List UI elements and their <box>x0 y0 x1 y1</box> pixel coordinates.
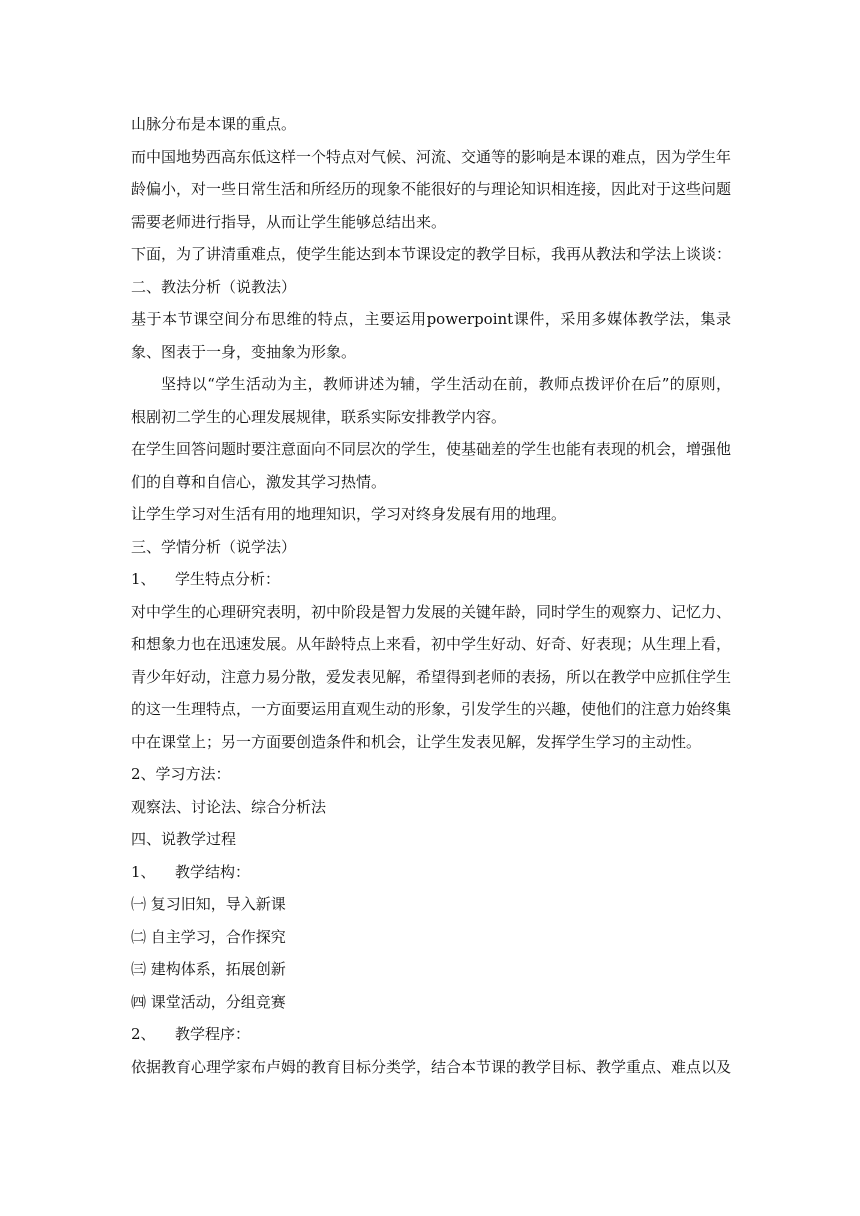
structure-item-review: ㈠ 复习旧知，导入新课 <box>131 895 286 913</box>
paragraph-difficulty: 而中国地势西高东低这样一个特点对气候、河流、交通等的影响是本课的难点，因为学生年龄偏小，对一些日常生活和所经历的现象不能很好的与理论知识相连接，因此对于这些问题需要老师进行指导，从而让学生能够总结出来。 <box>131 147 732 231</box>
structure-item-construct: ㈢ 建构体系，拓展创新 <box>131 960 286 978</box>
list-item-student-features <box>131 563 731 596</box>
list-number: 2、 <box>131 1025 156 1043</box>
paragraph-method-list: 观察法、讨论法、综合分析法 <box>131 797 327 816</box>
list-item-text: 教学结构： <box>175 862 251 881</box>
list-item-teaching-structure <box>131 856 731 889</box>
document-body <box>131 108 731 1083</box>
paragraph-psychology: 对中学生的心理研究表明，初中阶段是智力发展的关键年龄，同时学生的观察力、记忆力、和想象力也在迅速发展。从年龄特点上来看，初中学生好动、好奇、好表现；从生理上看，青少年好动，注意力易分散，爱发表见解，希望得到老师的表扬，所以在教学中应抓住学生的这一生理特点，一方面要运用直观生动的形象，引发学生的兴趣，使他们的注意力始终集中在课堂上；另一方面要创造条件和机会，让学生发表见解，发挥学生学习的主动性。 <box>131 602 732 751</box>
paragraph-method-basis: 基于本节课空间分布思维的特点，主要运用powerpoint课件，采用多媒体教学法，集录象、图表于一身，变抽象为形象。 <box>131 310 731 361</box>
section-heading-teaching-method: 二、教法分析（说教法） <box>131 277 297 296</box>
list-item-teaching-procedure <box>131 1018 731 1051</box>
structure-item-activity: ㈣ 课堂活动，分组竞赛 <box>131 992 286 1011</box>
list-number: 1、 <box>131 570 156 588</box>
list-item-text: 学生特点分析： <box>175 570 281 588</box>
paragraph-principle: 坚持以“学生活动为主，教师讲述为辅，学生活动在前，教师点拨评价在后”的原则，根剧初二学生的心理发展规律，联系实际安排教学内容。 <box>131 375 731 426</box>
section-heading-teaching-process: 四、说教学过程 <box>131 830 237 848</box>
subheading-learning-methods: 2、学习方法： <box>131 765 231 783</box>
paragraph-bloom: 依据教育心理学家布卢姆的教育目标分类学，结合本节课的教学目标、教学重点、难点以及 <box>131 1057 732 1076</box>
section-heading-learning-method: 三、学情分析（说学法） <box>131 537 297 556</box>
structure-item-self-study: ㈡ 自主学习，合作探究 <box>131 927 286 946</box>
paragraph-useful-geography: 让学生学习对生活有用的地理知识，学习对终身发展有用的地理。 <box>131 505 567 523</box>
paragraph-different-levels: 在学生回答问题时要注意面向不同层次的学生，使基础差的学生也能有表现的机会，增强他们的自尊和自信心，激发其学习热情。 <box>131 440 732 491</box>
list-number: 1、 <box>131 862 156 881</box>
list-item-text: 教学程序： <box>175 1025 251 1043</box>
paragraph-transition: 下面，为了讲清重难点，使学生能达到本节课设定的教学目标，我再从教法和学法上谈谈： <box>131 245 732 263</box>
paragraph-key-point: 山脉分布是本课的重点。 <box>131 115 297 133</box>
